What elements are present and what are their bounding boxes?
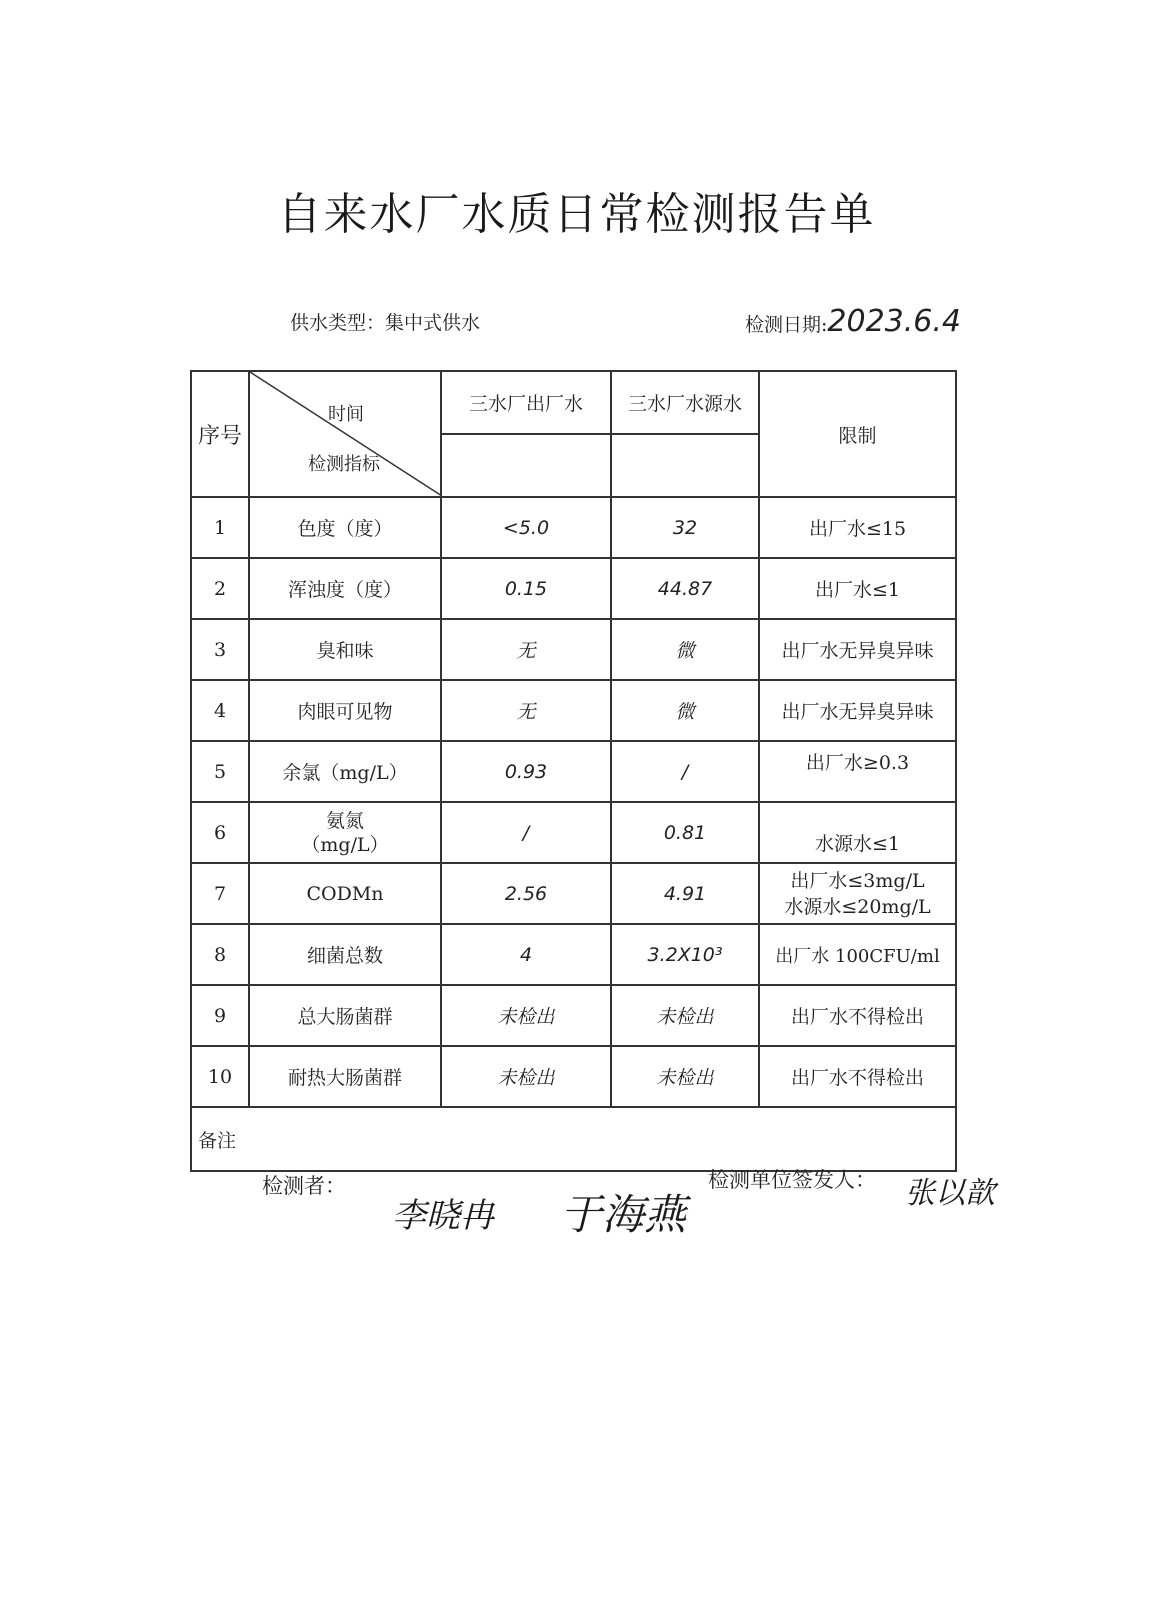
- row-limit: 出厂水无异臭异味: [759, 619, 956, 680]
- row-no: 6: [191, 802, 249, 863]
- table-row: [191, 741, 956, 802]
- row-limit: 水源水≤1: [759, 802, 956, 863]
- table-row: [191, 497, 956, 558]
- diagonal-line: [250, 372, 442, 496]
- row-limit: 出厂水≤15: [759, 497, 956, 558]
- row-out-value: 0.93: [441, 741, 611, 802]
- row-limit: 出厂水≤1: [759, 558, 956, 619]
- table-row: [191, 619, 956, 680]
- row-out-value: 未检出: [441, 1046, 611, 1107]
- row-limit: 出厂水≥0.3: [759, 741, 956, 802]
- row-indicator: 余氯（mg/L）: [249, 741, 441, 802]
- row-out-value: <5.0: [441, 497, 611, 558]
- test-date-label: 检测日期:: [745, 314, 828, 336]
- table-row: [191, 680, 956, 741]
- row-indicator: 总大肠菌群: [249, 985, 441, 1046]
- supply-type: 供水类型：集中式供水: [290, 312, 481, 334]
- row-indicator: 浑浊度（度）: [249, 558, 441, 619]
- row-out-value: 未检出: [441, 985, 611, 1046]
- remark-row: [191, 1107, 956, 1171]
- row-src-value: /: [611, 741, 759, 802]
- row-out-value: 4: [441, 924, 611, 985]
- table-row: [191, 1046, 956, 1107]
- row-src-value: 4.91: [611, 863, 759, 924]
- row-no: 1: [191, 497, 249, 558]
- tester-signature-1: 李晓冉: [392, 1196, 494, 1236]
- row-src-value: 微: [611, 680, 759, 741]
- header-limit: 限制: [759, 371, 956, 497]
- header-out-blank: [441, 434, 611, 497]
- header-src: 三水厂水源水: [611, 371, 759, 434]
- row-indicator: 臭和味: [249, 619, 441, 680]
- test-date: [745, 304, 961, 339]
- row-no: 3: [191, 619, 249, 680]
- row-src-value: 32: [611, 497, 759, 558]
- row-src-value: 未检出: [611, 985, 759, 1046]
- table-row: [191, 802, 956, 863]
- row-no: 8: [191, 924, 249, 985]
- row-limit: 出厂水不得检出: [759, 1046, 956, 1107]
- header-indicator: 检测指标: [308, 454, 380, 475]
- header-out: 三水厂出厂水: [441, 371, 611, 434]
- table-row: [191, 558, 956, 619]
- header-diagonal-cell: [249, 371, 441, 497]
- row-src-value: 未检出: [611, 1046, 759, 1107]
- row-indicator: CODMn: [249, 863, 441, 924]
- row-src-value: 44.87: [611, 558, 759, 619]
- tester-signature-2: 于海燕: [560, 1190, 687, 1239]
- row-no: 4: [191, 680, 249, 741]
- issuer-label: 检测单位签发人：: [708, 1168, 876, 1192]
- issuer-signature: 张以歆: [905, 1176, 995, 1211]
- row-no: 5: [191, 741, 249, 802]
- remark-label: 备注: [191, 1107, 956, 1171]
- table-row: [191, 924, 956, 985]
- row-indicator-line2: （mg/L）: [301, 833, 389, 856]
- row-limit-line1: 出厂水≤3mg/L: [790, 869, 925, 892]
- row-out-value: /: [441, 802, 611, 863]
- table-row: [191, 985, 956, 1046]
- row-out-value: 无: [441, 680, 611, 741]
- row-indicator: [249, 802, 441, 863]
- row-no: 7: [191, 863, 249, 924]
- header-time: 时间: [328, 404, 364, 425]
- row-limit: 出厂水无异臭异味: [759, 680, 956, 741]
- row-indicator-line1: 氨氮: [325, 809, 364, 832]
- row-no: 2: [191, 558, 249, 619]
- row-src-value: 0.81: [611, 802, 759, 863]
- report-title: 自来水厂水质日常检测报告单: [277, 189, 876, 240]
- row-indicator: 耐热大肠菌群: [249, 1046, 441, 1107]
- row-out-value: 0.15: [441, 558, 611, 619]
- test-date-value: 2023.6.4: [827, 304, 961, 339]
- row-src-value: 3.2X10³: [611, 924, 759, 985]
- row-no: 10: [191, 1046, 249, 1107]
- row-limit: 出厂水不得检出: [759, 985, 956, 1046]
- row-no: 9: [191, 985, 249, 1046]
- row-limit: [759, 863, 956, 924]
- report-table: [190, 370, 957, 1172]
- row-indicator: 肉眼可见物: [249, 680, 441, 741]
- header-src-blank: [611, 434, 759, 497]
- row-limit-line2: 水源水≤20mg/L: [784, 895, 931, 918]
- row-indicator: 色度（度）: [249, 497, 441, 558]
- row-out-value: 2.56: [441, 863, 611, 924]
- row-out-value: 无: [441, 619, 611, 680]
- row-indicator: 细菌总数: [249, 924, 441, 985]
- header-seq: 序号: [191, 371, 249, 497]
- table-row: [191, 863, 956, 924]
- row-limit: 出厂水 100CFU/ml: [759, 924, 956, 985]
- row-src-value: 微: [611, 619, 759, 680]
- tester-label: 检测者：: [262, 1174, 346, 1198]
